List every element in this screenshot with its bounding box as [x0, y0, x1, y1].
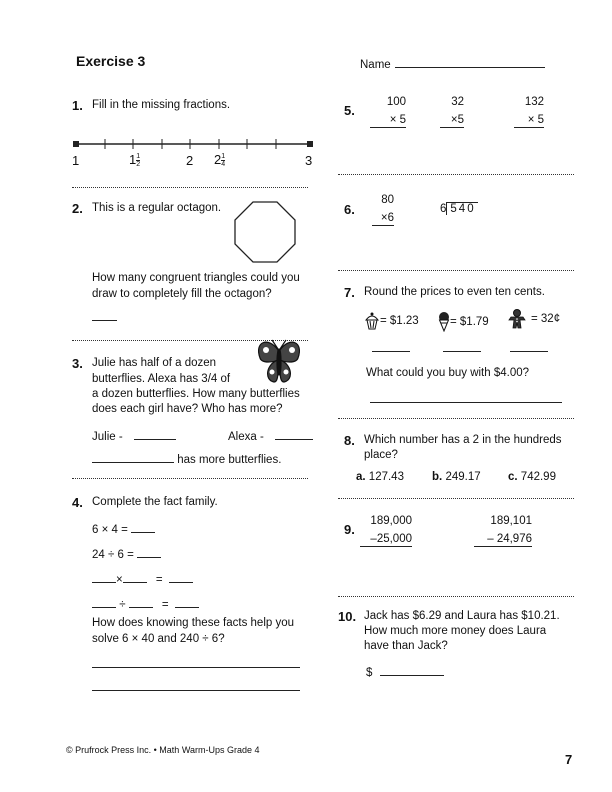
- q8-number: 8.: [344, 433, 355, 448]
- q5-problem-1: 100 × 5: [370, 96, 406, 128]
- q3-more-row: [92, 451, 281, 466]
- divider: [338, 174, 574, 175]
- exercise-title: Exercise 3: [76, 53, 146, 69]
- ice-cream-cone-icon: [438, 312, 450, 332]
- q3-number: 3.: [72, 356, 83, 371]
- price-cupcake: = $1.23: [364, 312, 419, 330]
- name-row: [360, 56, 545, 71]
- q10-line-3: have than Jack?: [364, 640, 448, 652]
- q7-answer-line[interactable]: [370, 391, 562, 403]
- q2-question-2: draw to completely fill the octagon?: [92, 288, 272, 300]
- divider: [72, 187, 308, 188]
- q4-question-2: solve 6 × 40 and 240 ÷ 6?: [92, 633, 225, 645]
- gingerbread-cookie-icon: [508, 309, 526, 329]
- q5-number: 5.: [344, 103, 355, 118]
- q1-text: Fill in the missing fractions.: [92, 99, 231, 111]
- q2-text: This is a regular octagon.: [92, 202, 222, 214]
- julie-label: Julie -: [92, 431, 123, 443]
- q10-answer-row: [366, 664, 444, 679]
- cupcake-icon: [364, 312, 380, 330]
- fact-2: 24 ÷ 6 =: [92, 546, 161, 561]
- round-gingerbread-blank[interactable]: [510, 340, 548, 352]
- divider: [338, 596, 574, 597]
- q9-number: 9.: [344, 522, 355, 537]
- q2-answer-blank[interactable]: [92, 309, 117, 321]
- fact-2-blank[interactable]: [137, 546, 161, 558]
- q10-answer-blank[interactable]: [380, 664, 444, 676]
- q3-line-1: Julie has half of a dozen: [92, 357, 217, 369]
- nl-label-3: 3: [305, 153, 313, 168]
- q8-option-c[interactable]: c. 742.99: [508, 471, 556, 483]
- q9-problem-1: 189,000 –25,000: [360, 515, 412, 547]
- number-line: [70, 136, 320, 152]
- q6-long-division: 6 540: [440, 203, 476, 215]
- q8-option-b[interactable]: b. 249.17: [432, 471, 481, 483]
- alexa-answer-blank[interactable]: [275, 428, 313, 440]
- name-label: Name: [360, 59, 391, 71]
- round-icecream-blank[interactable]: [443, 340, 481, 352]
- q4-text: Complete the fact family.: [92, 496, 218, 508]
- nl-label-2: 2: [186, 153, 194, 168]
- q6-multiplication: 80 ×6: [372, 194, 394, 226]
- q3-line-3: a dozen butterflies. How many butterflies: [92, 388, 300, 400]
- divider: [338, 498, 574, 499]
- q4-answer-line-2[interactable]: [92, 679, 300, 691]
- round-cupcake-blank[interactable]: [372, 340, 410, 352]
- q8-line-1: Which number has a 2 in the hundreds: [364, 434, 562, 446]
- fact-3-blank-b[interactable]: [123, 571, 147, 583]
- q10-line-2: How much more money does Laura: [364, 625, 547, 637]
- price-icecream: = $1.79: [438, 312, 489, 332]
- q5-problem-3: 132 × 5: [514, 96, 544, 128]
- julie-answer-blank[interactable]: [134, 428, 176, 440]
- q4-question-1: How does knowing these facts help you: [92, 617, 295, 629]
- nl-label-1: 1: [72, 153, 80, 168]
- nl-label-2-quarter: 2 $\frac{1}{4}$: [214, 152, 226, 169]
- page-number: 7: [565, 752, 573, 767]
- q6-number: 6.: [344, 202, 355, 217]
- fact-1: 6 × 4 =: [92, 521, 155, 536]
- q3-julie-row: [92, 428, 176, 443]
- q7-number: 7.: [344, 285, 355, 300]
- q8-line-2: place?: [364, 449, 398, 461]
- fact-3-blank-a[interactable]: [92, 571, 116, 583]
- q7-text: Round the prices to even ten cents.: [364, 286, 545, 298]
- q4-number: 4.: [72, 495, 83, 510]
- q2-number: 2.: [72, 201, 83, 216]
- q5-problem-2: 32 ×5: [440, 96, 464, 128]
- price-gingerbread: = 32¢: [508, 309, 560, 329]
- dollar-sign: $: [366, 667, 373, 679]
- q1-number: 1.: [72, 98, 83, 113]
- divider: [338, 418, 574, 419]
- q10-number: 10.: [338, 609, 357, 624]
- divider: [338, 270, 574, 271]
- more-label: has more butterflies.: [177, 454, 282, 466]
- fact-4-blank-b[interactable]: [129, 596, 153, 608]
- fact-3-blank-c[interactable]: [169, 571, 193, 583]
- alexa-label: Alexa -: [228, 431, 264, 443]
- fact-4: ÷ =: [92, 596, 199, 611]
- octagon-figure: [232, 199, 298, 265]
- fact-1-blank[interactable]: [131, 521, 155, 533]
- q9-problem-2: 189,101 – 24,976: [474, 515, 532, 547]
- divider: [72, 478, 308, 479]
- q8-option-a[interactable]: a. 127.43: [356, 471, 404, 483]
- fact-3: × =: [92, 571, 193, 586]
- q2-question-1: How many congruent triangles could you: [92, 272, 300, 284]
- q10-line-1: Jack has $6.29 and Laura has $10.21.: [364, 610, 560, 622]
- q4-answer-line-1[interactable]: [92, 656, 300, 668]
- butterfly-icon: [254, 338, 304, 386]
- nl-label-1-half: 1 $\frac{1}{2}$: [129, 152, 141, 169]
- fact-4-blank-a[interactable]: [92, 596, 116, 608]
- footer-copyright: © Prufrock Press Inc. • Math Warm-Ups Grade 4: [66, 745, 260, 755]
- q3-line-4: does each girl have? Who has more?: [92, 403, 283, 415]
- q7-question: What could you buy with $4.00?: [366, 367, 530, 379]
- fact-4-blank-c[interactable]: [175, 596, 199, 608]
- q3-line-2: butterflies. Alexa has 3/4 of: [92, 373, 231, 385]
- q3-alexa-row: [228, 428, 313, 443]
- more-answer-blank[interactable]: [92, 451, 174, 463]
- name-blank[interactable]: [395, 56, 545, 68]
